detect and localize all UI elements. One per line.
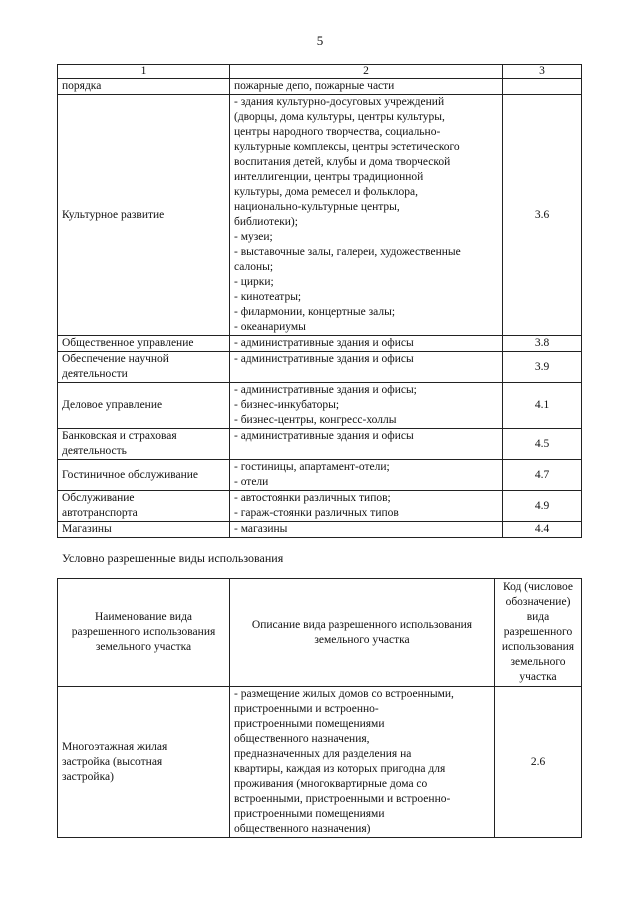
use-name: Обеспечение научной деятельности (58, 352, 230, 383)
use-code: 4.4 (503, 522, 582, 538)
use-code: 2.6 (495, 687, 582, 838)
page-number: 5 (316, 33, 324, 48)
table-row (58, 383, 582, 429)
use-name: Культурное развитие (58, 95, 230, 336)
use-name: порядка (58, 79, 230, 95)
use-description: пожарные депо, пожарные части (230, 79, 503, 95)
table-row (58, 79, 582, 95)
use-code: 4.5 (503, 429, 582, 460)
use-name: Банковская и страховая деятельность (58, 429, 230, 460)
table-row (58, 460, 582, 491)
use-name: Гостиничное обслуживание (58, 460, 230, 491)
use-code: 3.8 (503, 336, 582, 352)
use-name: Обслуживание автотранспорта (58, 491, 230, 522)
use-description: - административные здания и офисы (230, 336, 503, 352)
table-row (58, 352, 582, 383)
use-description: - административные здания и офисы (230, 429, 503, 460)
table-row (58, 491, 582, 522)
column-number-3: 3 (503, 65, 582, 79)
use-description: - здания культурно-досуговых учреждений (дворцы, дома культуры, центры культуры, центры народного творчества, социально- культурные комплексы, центры эстетического воспитания детей, клубы и дома творческой интеллигенции, центры традиционной культуры, дома ремесел и фольклора, национально-культурные центры, библиотеки); - музеи; - выставочные залы, галереи, художественные салоны; - цирки; - кинотеатры; - филармонии, концертные залы; - океанариумы (230, 95, 503, 336)
use-description: - размещение жилых домов со встроенными, пристроенными и встроенно- пристроенными помещениями общественного назначения, предназначенных для разделения на квартиры, каждая из которых пригодна для проживания (многоквартирные дома со встроенными, пристроенными и встроенно- пристроенными помещениями общественного назначения) (230, 687, 495, 838)
table-row (58, 687, 582, 838)
use-description: - магазины (230, 522, 503, 538)
use-code (503, 79, 582, 95)
use-description: - гостиницы, апартамент-отели; - отели (230, 460, 503, 491)
use-code: 3.9 (503, 352, 582, 383)
header-use-name: Наименование вида разрешенного использования земельного участка (58, 579, 230, 687)
conditional-uses-table (57, 578, 582, 838)
use-code: 4.1 (503, 383, 582, 429)
use-description: - автостоянки различных типов; - гараж-стоянки различных типов (230, 491, 503, 522)
column-number-2: 2 (230, 65, 503, 79)
column-number-1: 1 (58, 65, 230, 79)
use-description: - административные здания и офисы (230, 352, 503, 383)
section-title: Условно разрешенные виды использования (62, 551, 284, 565)
use-name: Магазины (58, 522, 230, 538)
table-row (58, 522, 582, 538)
table-row (58, 429, 582, 460)
use-code: 4.7 (503, 460, 582, 491)
use-code: 4.9 (503, 491, 582, 522)
table-header-row (58, 65, 582, 79)
use-description: - административные здания и офисы; - бизнес-инкубаторы; - бизнес-центры, конгресс-холлы (230, 383, 503, 429)
use-name: Многоэтажная жилая застройка (высотная застройка) (58, 687, 230, 838)
table-row (58, 95, 582, 336)
use-name: Деловое управление (58, 383, 230, 429)
table-header-row (58, 579, 582, 687)
header-use-description: Описание вида разрешенного использования земельного участка (230, 579, 495, 687)
permitted-uses-table (57, 64, 582, 538)
table-row (58, 336, 582, 352)
use-code: 3.6 (503, 95, 582, 336)
use-name: Общественное управление (58, 336, 230, 352)
header-use-code: Код (числовое обозначение) вида разрешенного использования земельного участка (495, 579, 582, 687)
